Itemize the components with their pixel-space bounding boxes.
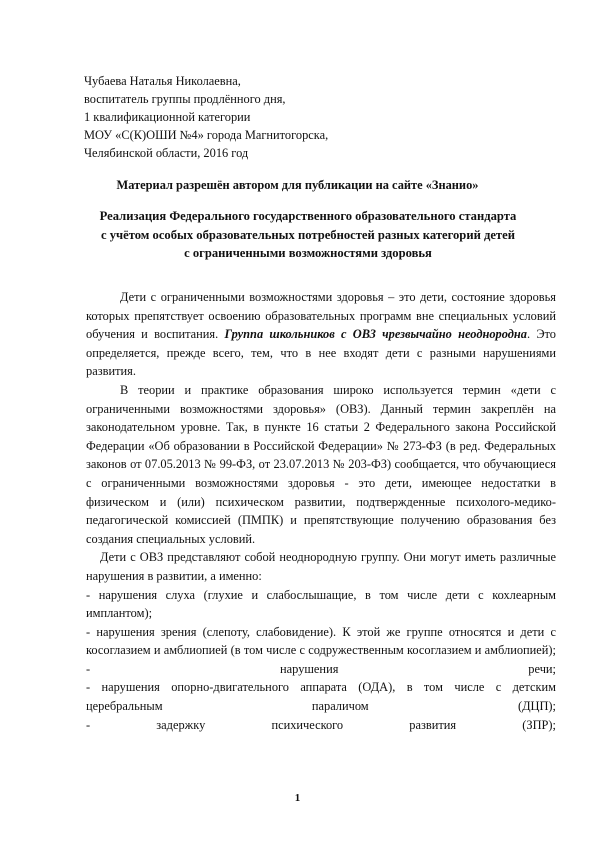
page-number: 1 — [294, 792, 301, 804]
title-line-3: с ограниченными возможностями здоровья — [184, 246, 432, 261]
permission-note: Материал разрешён автором для публикации на сайте «Знанио» — [116, 178, 479, 192]
paragraph-3: Дети с ОВЗ представляют собой неоднородную группу. Они могут иметь различные нарушения в развитии, а именно: — [86, 550, 556, 583]
list-item: - нарушения опорно-двигательного аппарата (ОДА), в том числе с детским церебральным параличом (ДЦП); — [86, 680, 556, 714]
title-line-1: Реализация Федерального государственного образовательного стандарта — [99, 209, 517, 223]
document-title — [70, 207, 546, 263]
author-school: МОУ «С(К)ОШИ №4» города Магнитогорска, — [84, 128, 329, 142]
author-position: воспитатель группы продлённого дня, — [84, 92, 286, 106]
author-qualification: 1 квалификационной категории — [84, 110, 251, 124]
paragraph-1 — [86, 288, 556, 381]
title-line-2: с учётом особых образовательных потребностей разных категорий детей — [101, 227, 515, 242]
author-block — [84, 72, 328, 162]
paragraph-1-text: Дети с ограниченными возможностями здоровья – это дети, состояние здоровья которых препятствует освоению образовательных программ вне специальных условий обучения и воспитания. — [86, 290, 556, 342]
list-item: - нарушения зрения (слепоту, слабовидение). К этой же группе относятся и дети с косоглазием и амблиопией (в том числе с содружественным косоглазием и амблиопией); — [86, 624, 556, 658]
paragraph-1-rest: . Это определяется, прежде всего, тем, что в нее входят дети с разными нарушениями развития. — [86, 327, 556, 379]
author-name: Чубаева Наталья Николаевна, — [84, 74, 241, 88]
list-item: - нарушения речи; — [86, 661, 556, 676]
paragraph-2: В теории и практике образования широко используется термин «дети с ограниченными возможностями здоровья» (ОВЗ). Данный термин закреплён на законодательном уровне. Так, в пункте 16 статьи 2 Федерального закона Российской Федерации «Об образовании в Российской Федерации» № 273-ФЗ (в ред. Федеральных законов от 07.05.2013 № 99-ФЗ, от 23.07.2013 № 203-ФЗ) сообщается, что обучающиеся с ограниченными возможностями здоровья - это дети, имеющее недостатки в физическом и (или) психическом развитии, подтвержденные психолого-медико-педагогической комиссией (ПМПК) и препятствующие получению образования без создания специальных условий. — [86, 382, 556, 546]
list-item: - нарушения слуха (глухие и слабослышащие, в том числе дети с кохлеарным имплантом); — [86, 587, 556, 621]
list-item: - задержку психического развития (ЗПР); — [86, 717, 556, 732]
author-region-year: Челябинской области, 2016 год — [84, 146, 249, 160]
paragraph-1-emphasis: Группа школьников с ОВЗ чрезвычайно неоднородна — [224, 327, 527, 342]
document-body — [86, 288, 556, 734]
